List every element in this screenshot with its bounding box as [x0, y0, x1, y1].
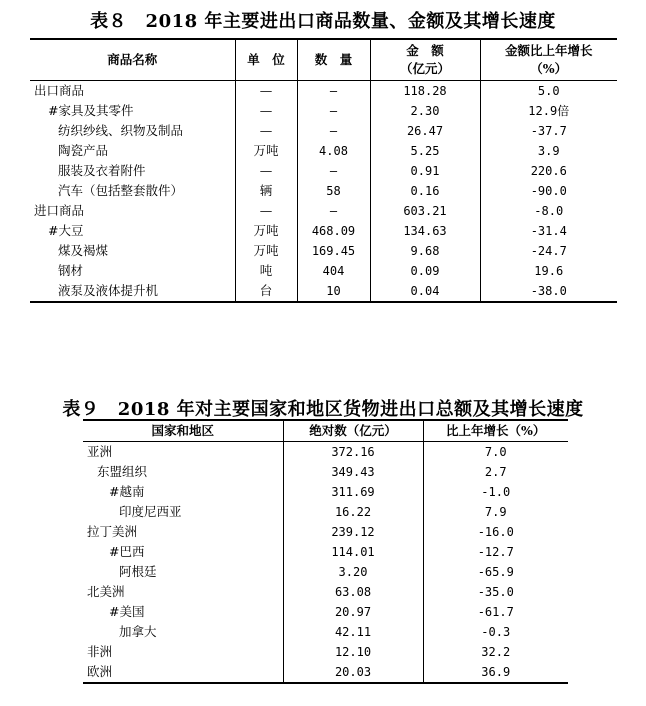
quantity-cell: —: [297, 121, 370, 141]
table-row: [83, 602, 568, 622]
growth-cell: 12.9倍: [480, 101, 617, 121]
commodity-name: 陶瓷产品: [58, 143, 109, 158]
table-row: [83, 462, 568, 482]
table-row: [83, 482, 568, 502]
table-row: [30, 221, 617, 241]
quantity-cell: —: [297, 201, 370, 221]
region-name: 亚洲: [87, 444, 113, 459]
quantity-cell: 404: [297, 261, 370, 281]
amount-cell: 311.69: [283, 482, 423, 502]
amount-cell: 3.20: [283, 562, 423, 582]
unit-cell: 辆: [235, 181, 297, 201]
table8-header-row: [30, 39, 617, 81]
table-row: [83, 662, 568, 683]
growth-cell: 32.2: [423, 642, 568, 662]
header-amount-line2: （亿元）: [399, 61, 450, 76]
unit-cell: 台: [235, 281, 297, 302]
growth-cell: -37.7: [480, 121, 617, 141]
amount-cell: 0.91: [370, 161, 480, 181]
amount-cell: 42.11: [283, 622, 423, 642]
header-region: 国家和地区: [83, 420, 283, 442]
quantity-cell: —: [297, 101, 370, 121]
table8-title: 表８ 2018 年主要进出口商品数量、金额及其增长速度: [90, 11, 556, 32]
quantity-cell: —: [297, 161, 370, 181]
table-row: [83, 582, 568, 602]
table9-header-row: [83, 420, 568, 442]
commodity-name: 纺织纱线、织物及制品: [58, 123, 184, 138]
growth-cell: 3.9: [480, 141, 617, 161]
amount-cell: 372.16: [283, 442, 423, 463]
growth-cell: 2.7: [423, 462, 568, 482]
amount-cell: 349.43: [283, 462, 423, 482]
unit-cell: 吨: [235, 261, 297, 281]
amount-cell: 2.30: [370, 101, 480, 121]
table8-export-import-commodities: [30, 38, 617, 303]
table-row: [83, 542, 568, 562]
growth-cell: -16.0: [423, 522, 568, 542]
quantity-cell: 10: [297, 281, 370, 302]
table-row: [83, 502, 568, 522]
unit-cell: —: [235, 161, 297, 181]
commodity-name: 钢材: [58, 263, 84, 278]
table-row: [30, 141, 617, 161]
growth-cell: -31.4: [480, 221, 617, 241]
region-name: 印度尼西亚: [119, 504, 182, 519]
commodity-name: 服装及衣着附件: [58, 163, 146, 178]
growth-cell: 220.6: [480, 161, 617, 181]
header-quantity: 数 量: [297, 39, 370, 81]
amount-cell: 9.68: [370, 241, 480, 261]
growth-cell: -8.0: [480, 201, 617, 221]
growth-cell: 5.0: [480, 81, 617, 102]
commodity-name: 汽车（包括整套散件）: [58, 183, 184, 198]
quantity-cell: 468.09: [297, 221, 370, 241]
table9-trade-by-region: [83, 419, 568, 684]
header-amount: [370, 39, 480, 81]
table-row: [30, 81, 617, 102]
amount-cell: 0.16: [370, 181, 480, 201]
table-row: [83, 622, 568, 642]
growth-cell: -90.0: [480, 181, 617, 201]
growth-cell: 7.9: [423, 502, 568, 522]
region-name: 东盟组织: [97, 464, 148, 479]
table-row: [30, 121, 617, 141]
amount-cell: 12.10: [283, 642, 423, 662]
unit-cell: —: [235, 101, 297, 121]
table9-title: 表９ 2018 年对主要国家和地区货物进出口总额及其增长速度: [62, 399, 584, 420]
region-name: #美国: [109, 604, 145, 619]
header-growth-line1: 金额比上年增长: [504, 43, 593, 58]
table-row: [30, 241, 617, 261]
region-name: 非洲: [87, 644, 113, 659]
amount-cell: 26.47: [370, 121, 480, 141]
region-name: 加拿大: [119, 624, 157, 639]
header-growth: [480, 39, 617, 81]
amount-cell: 603.21: [370, 201, 480, 221]
growth-cell: -65.9: [423, 562, 568, 582]
region-name: 欧洲: [87, 664, 113, 679]
commodity-name: 煤及褐煤: [58, 243, 109, 258]
table-row: [30, 201, 617, 221]
growth-cell: 19.6: [480, 261, 617, 281]
unit-cell: 万吨: [235, 241, 297, 261]
table-row: [83, 522, 568, 542]
table-row: [30, 101, 617, 121]
unit-cell: —: [235, 121, 297, 141]
table-row: [83, 442, 568, 463]
commodity-name: 出口商品: [34, 83, 85, 98]
growth-cell: -12.7: [423, 542, 568, 562]
growth-cell: 7.0: [423, 442, 568, 463]
amount-cell: 0.09: [370, 261, 480, 281]
region-name: #巴西: [109, 544, 145, 559]
unit-cell: —: [235, 201, 297, 221]
table-row: [30, 281, 617, 302]
growth-cell: -35.0: [423, 582, 568, 602]
amount-cell: 63.08: [283, 582, 423, 602]
table-row: [30, 161, 617, 181]
region-name: #越南: [109, 484, 145, 499]
commodity-name: #家具及其零件: [48, 103, 134, 118]
commodity-name: 液泵及液体提升机: [58, 283, 159, 298]
table-row: [83, 562, 568, 582]
table-row: [30, 181, 617, 201]
amount-cell: 16.22: [283, 502, 423, 522]
table-row: [83, 642, 568, 662]
table-row: [30, 261, 617, 281]
growth-cell: -24.7: [480, 241, 617, 261]
amount-cell: 20.03: [283, 662, 423, 683]
amount-cell: 114.01: [283, 542, 423, 562]
header-amount-line1: 金 额: [406, 43, 444, 58]
region-name: 阿根廷: [119, 564, 157, 579]
unit-cell: 万吨: [235, 221, 297, 241]
header-commodity-name: 商品名称: [30, 39, 235, 81]
unit-cell: 万吨: [235, 141, 297, 161]
commodity-name: #大豆: [48, 223, 84, 238]
amount-cell: 239.12: [283, 522, 423, 542]
quantity-cell: 4.08: [297, 141, 370, 161]
commodity-name: 进口商品: [34, 203, 85, 218]
unit-cell: —: [235, 81, 297, 102]
header-yoy-growth: 比上年增长（%）: [423, 420, 568, 442]
amount-cell: 20.97: [283, 602, 423, 622]
growth-cell: 36.9: [423, 662, 568, 683]
quantity-cell: 169.45: [297, 241, 370, 261]
amount-cell: 5.25: [370, 141, 480, 161]
region-name: 北美洲: [87, 584, 125, 599]
growth-cell: -1.0: [423, 482, 568, 502]
amount-cell: 0.04: [370, 281, 480, 302]
growth-cell: -0.3: [423, 622, 568, 642]
region-name: 拉丁美洲: [87, 524, 138, 539]
header-growth-line2: （%）: [530, 61, 568, 76]
amount-cell: 134.63: [370, 221, 480, 241]
growth-cell: -61.7: [423, 602, 568, 622]
quantity-cell: 58: [297, 181, 370, 201]
header-absolute-amount: 绝对数（亿元）: [283, 420, 423, 442]
amount-cell: 118.28: [370, 81, 480, 102]
quantity-cell: —: [297, 81, 370, 102]
header-unit: 单 位: [235, 39, 297, 81]
growth-cell: -38.0: [480, 281, 617, 302]
